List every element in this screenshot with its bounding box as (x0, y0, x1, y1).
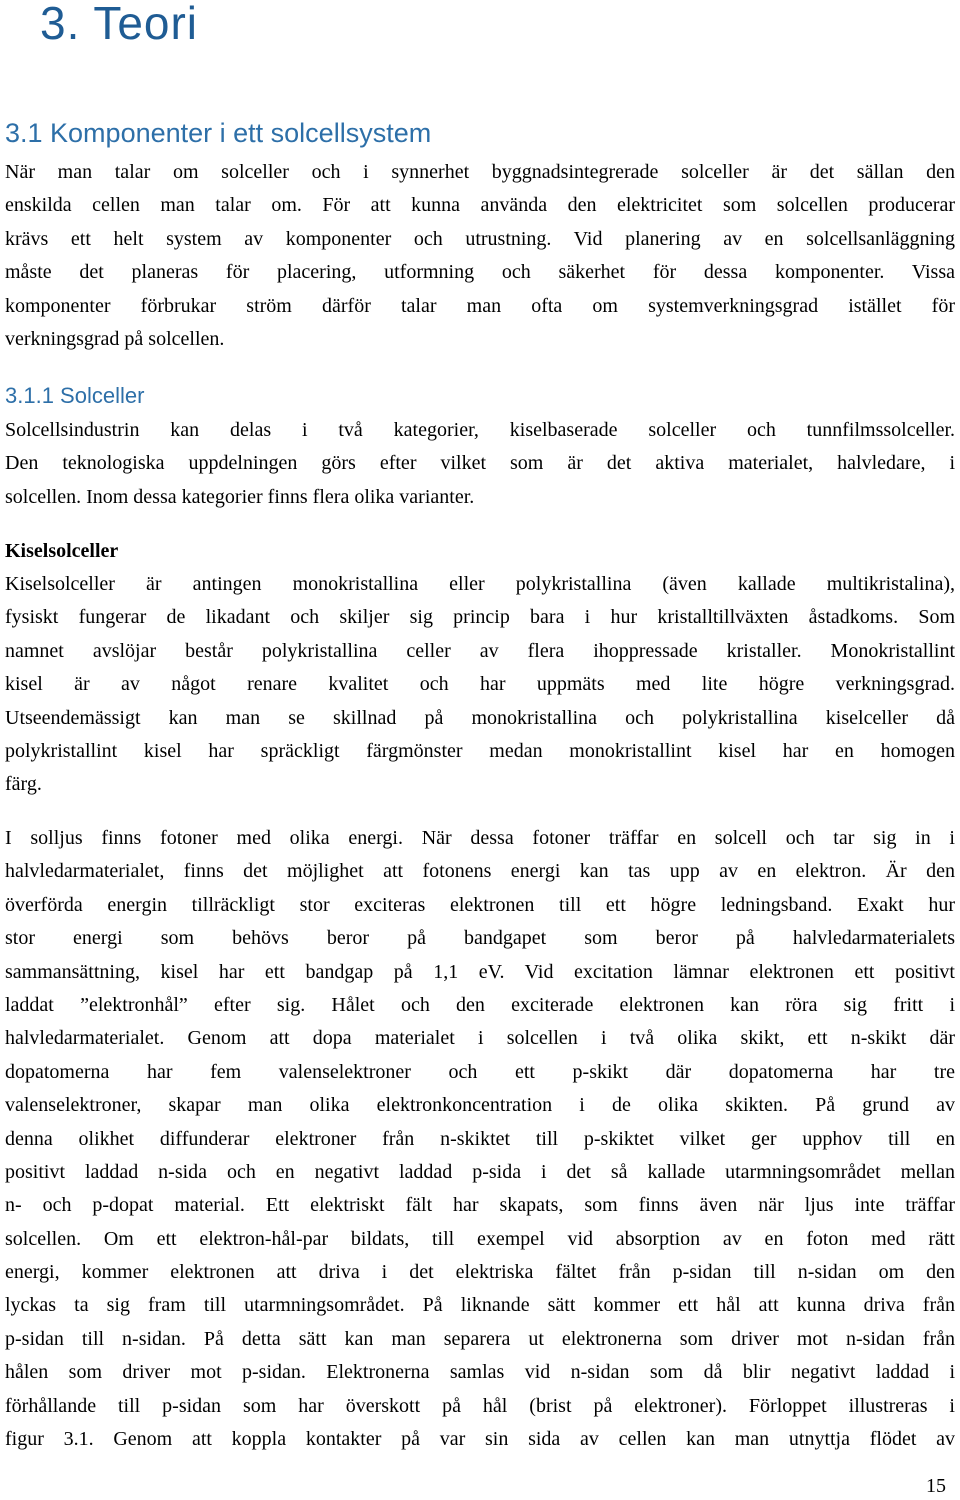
text-line: solcellen. Inom dessa kategorier finns flera olika varianter. (5, 485, 475, 508)
text-line: När man talar om solceller och i synnerhet byggnadsintegrerade solceller är det sällan den (5, 161, 955, 183)
text-line: krävs ett helt system av komponenter och utrustning. Vid planering av en solcellsanläggning (5, 227, 955, 250)
text-line: Kiselsolceller är antingen monokristallina eller polykristallina (även kallade multikristalina), (5, 573, 955, 595)
text-line: figur 3.1. Genom att koppla kontakter på var sin sida av cellen kan man utnyttja flödet av (5, 1428, 955, 1451)
text-line: överförda energin tillräckligt stor exciteras elektronen till ett högre ledningsband. Exakt hur (5, 893, 955, 916)
text-line: valenselektroner, skapar man olika elektronkoncentration i de olika skikten. På grund av (5, 1094, 955, 1117)
text-line: komponenter förbrukar ström därför talar man ofta om systemverkningsgrad istället för (5, 294, 955, 317)
solceller-paragraph (5, 414, 955, 514)
kiselsolceller-paragraph (5, 568, 955, 802)
text-line: halvledarmaterialet. Genom att dopa materialet i solcellen i två olika skikt, ett n-skikt där (5, 1027, 955, 1050)
text-line: sammansättning, kisel har ett bandgap på 1,1 eV. Vid excitation lämnar elektronen ett positivt (5, 960, 955, 983)
text-line: stor energi som behövs beror på bandgapet som beror på halvledarmaterialets (5, 927, 955, 950)
page-number: 15 (926, 1475, 946, 1497)
text-line: Solcellsindustrin kan delas i två kategorier, kiselbaserade solceller och tunnfilmssolceller. (5, 419, 955, 441)
text-line: fysiskt fungerar de likadant och skiljer sig princip bara i hur kristalltillväxten åstadkoms. Som (5, 606, 955, 629)
text-line: Utseendemässigt kan man se skillnad på monokristallina och polykristallina kiselceller då (5, 706, 955, 729)
text-line: denna olikhet diffunderar elektroner från n-skiktet till p-skiktet vilket ger upphov till en (5, 1127, 955, 1150)
text-line: I solljus finns fotoner med olika energi. När dessa fotoner träffar en solcell och tar sig in i (5, 827, 955, 849)
text-line: verkningsgrad på solcellen. (5, 327, 225, 350)
text-line: halvledarmaterialet, finns det möjlighet att fotonens energi kan tas upp av en elektron. Är den (5, 860, 955, 883)
text-line: namnet avslöjar består polykristallina celler av flera ihoppressade kristaller. Monokristallint (5, 639, 955, 662)
text-line: polykristallint kisel har spräckligt färgmönster medan monokristallint kisel har en homogen (5, 739, 955, 762)
text-line: enskilda cellen man talar om. För att kunna använda den elektricitet som solcellen producerar (5, 194, 955, 217)
physics-paragraph (5, 822, 955, 1456)
section-heading: 3.1 Komponenter i ett solcellsystem (5, 118, 432, 148)
intro-paragraph (5, 156, 955, 356)
text-line: hålen som driver mot p-sidan. Elektronerna samlas vid n-sidan som då blir negativt laddad i (5, 1361, 955, 1384)
text-line: kisel är av något renare kvalitet och har uppmäts med lite högre verkningsgrad. (5, 673, 955, 696)
text-line: laddat ”elektronhål” efter sig. Hålet och den exciterade elektronen kan röra sig fritt i (5, 993, 955, 1016)
text-line: energi, kommer elektronen att driva i det elektriska fältet från p-sidan till n-sidan om den (5, 1261, 955, 1284)
text-line: lyckas ta sig fram till utarmningsområdet. På liknande sätt kommer ett hål att kunna driva från (5, 1294, 955, 1317)
subsection-heading: 3.1.1 Solceller (5, 383, 145, 408)
text-line: måste det planeras för placering, utformning och säkerhet för dessa komponenter. Vissa (5, 261, 955, 284)
text-line: förhållande till p-sidan som har överskott på hål (brist på elektroner). Förloppet illustreras i (5, 1394, 955, 1417)
text-line: Den teknologiska uppdelningen görs efter vilket som är det aktiva materialet, halvledare, i (5, 452, 955, 475)
chapter-title: 3. Teori (40, 0, 199, 49)
text-line: solcellen. Om ett elektron-hål-par bildats, till exempel vid absorption av en foton med rätt (5, 1227, 955, 1250)
text-line: dopatomerna har fem valenselektroner och ett p-skikt där dopatomerna har tre (5, 1060, 955, 1083)
text-line: p-sidan till n-sidan. På detta sätt kan man separera ut elektronerna som driver mot n-sidan från (5, 1327, 955, 1350)
text-line: positivt laddad n-sida och en negativt laddad p-sida i det så kallade utarmningsområdet mellan (5, 1160, 955, 1183)
text-line: n- och p-dopat material. Ett elektriskt fält har skapats, som finns även när ljus inte träffar (5, 1194, 955, 1217)
kiselsolceller-heading: Kiselsolceller (5, 540, 119, 562)
text-line: färg. (5, 773, 42, 796)
